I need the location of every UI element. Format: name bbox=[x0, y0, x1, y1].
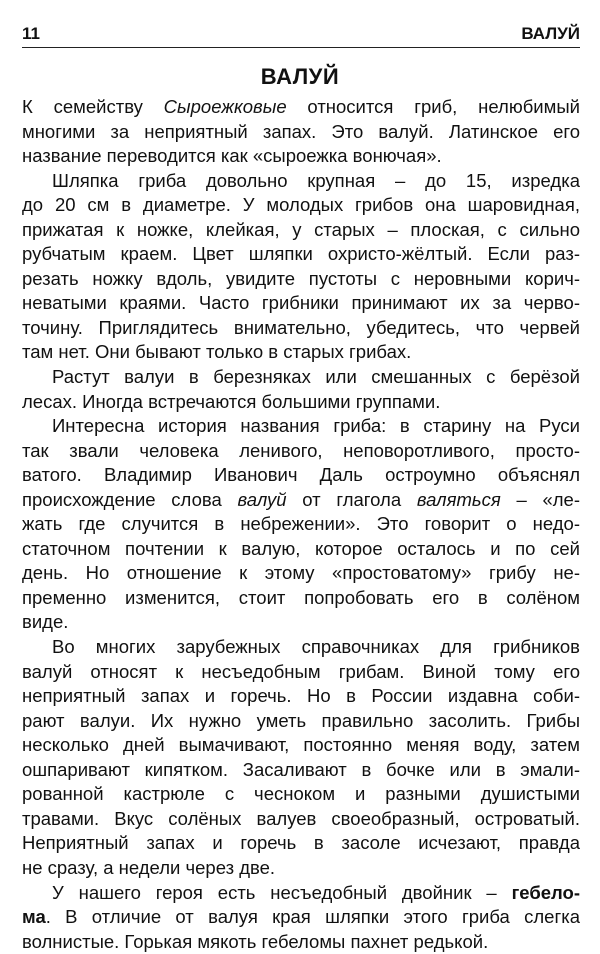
text-line bbox=[22, 488, 580, 513]
text-line bbox=[22, 267, 580, 292]
text-line bbox=[22, 831, 580, 856]
text-line bbox=[22, 316, 580, 341]
text-segment: Интересна история названия гриба: в старину на Руси bbox=[52, 415, 580, 436]
text-segment: относится гриб, нелюбимый bbox=[287, 96, 580, 117]
text-segment: валуй относят к несъедобным грибам. Виной тому его bbox=[22, 661, 580, 682]
text-line bbox=[22, 144, 580, 169]
text-line bbox=[22, 242, 580, 267]
text-segment: неватыми краями. Часто грибники принимают их за черво- bbox=[22, 292, 580, 313]
text-line bbox=[22, 537, 580, 562]
paragraph bbox=[22, 169, 580, 365]
text-line bbox=[22, 218, 580, 243]
text-line bbox=[22, 291, 580, 316]
paragraph bbox=[22, 414, 580, 635]
text-segment: ватого. Владимир Иванович Даль остроумно объяснял bbox=[22, 464, 580, 485]
text-segment: так звали человека ленивого, неповоротливого, просто- bbox=[22, 440, 580, 461]
text-segment: до 20 см в диаметре. У молодых грибов она шаровидная, bbox=[22, 194, 580, 215]
text-segment: жать где случится в небрежении». Это говорит о недо- bbox=[22, 513, 580, 534]
text-line bbox=[22, 930, 580, 954]
text-line bbox=[22, 340, 580, 365]
text-segment: – «ле- bbox=[501, 489, 580, 510]
text-line bbox=[22, 733, 580, 758]
text-line bbox=[22, 684, 580, 709]
text-segment: . В отличие от валуя края шляпки этого гриба слегка bbox=[46, 906, 580, 927]
text-segment: Растут валуи в березняках или смешанных с берёзой bbox=[52, 366, 580, 387]
text-line bbox=[22, 782, 580, 807]
text-segment: Неприятный запах и горечь в засоле исчезают, правда bbox=[22, 832, 580, 853]
text-segment: У нашего героя есть несъедобный двойник – bbox=[52, 882, 512, 903]
text-segment: рают валуи. Их нужно уметь правильно засолить. Грибы bbox=[22, 710, 580, 731]
text-segment: прижатая к ножке, клейкая, у старых – плоская, с сильно bbox=[22, 219, 580, 240]
paragraph bbox=[22, 881, 580, 954]
text-line bbox=[22, 856, 580, 881]
text-segment: многими за неприятный запах. Это валуй. Латинское его bbox=[22, 121, 580, 142]
text-segment: там нет. Они бывают только в старых грибах. bbox=[22, 341, 411, 362]
text-segment: точину. Приглядитесь внимательно, убедитесь, что червей bbox=[22, 317, 580, 338]
text-line bbox=[22, 512, 580, 537]
text-segment: К семейству bbox=[22, 96, 164, 117]
text-segment: волнистые. Горькая мякоть гебеломы пахнет редькой. bbox=[22, 931, 488, 952]
text-line bbox=[22, 120, 580, 145]
text-segment: резать ножку вдоль, увидите пустоты с неровными корич- bbox=[22, 268, 580, 289]
text-line bbox=[22, 758, 580, 783]
text-line bbox=[22, 414, 580, 439]
text-segment: несколько дней вымачивают, постоянно меняя воду, затем bbox=[22, 734, 580, 755]
text-line bbox=[22, 95, 580, 120]
text-line bbox=[22, 586, 580, 611]
article-title: ВАЛУЙ bbox=[0, 64, 600, 90]
text-segment: виде. bbox=[22, 611, 68, 632]
text-line bbox=[22, 660, 580, 685]
text-segment: лесах. Иногда встречаются большими группами. bbox=[22, 391, 440, 412]
text-segment: Во многих зарубежных справочниках для грибников bbox=[52, 636, 580, 657]
bold-text: ма bbox=[22, 906, 46, 927]
text-segment: рованной кастрюле с чесноком и разными душистыми bbox=[22, 783, 580, 804]
italic-text: валуй bbox=[237, 489, 286, 510]
text-segment: рубчатым краем. Цвет шляпки охристо-жёлтый. Если раз- bbox=[22, 243, 580, 264]
italic-text: Сыроежковые bbox=[164, 96, 287, 117]
text-segment: Шляпка гриба довольно крупная – до 15, изредка bbox=[52, 170, 580, 191]
text-segment: ошпаривают кипятком. Засаливают в бочке или в эмали- bbox=[22, 759, 580, 780]
page-number: 11 bbox=[22, 24, 40, 44]
paragraph bbox=[22, 365, 580, 414]
text-line bbox=[22, 635, 580, 660]
text-segment: происхождение слова bbox=[22, 489, 237, 510]
text-line bbox=[22, 390, 580, 415]
text-segment: название переводится как «сыроежка вонючая». bbox=[22, 145, 442, 166]
text-line bbox=[22, 561, 580, 586]
text-segment: не сразу, а недели через две. bbox=[22, 857, 275, 878]
text-line bbox=[22, 169, 580, 194]
article-body bbox=[22, 95, 580, 954]
text-segment: травами. Вкус солёных валуев своеобразный, островатый. bbox=[22, 808, 580, 829]
bold-text: гебело- bbox=[512, 882, 580, 903]
text-segment: статочном почтении к валую, которое осталось и по сей bbox=[22, 538, 580, 559]
text-line bbox=[22, 709, 580, 734]
paragraph bbox=[22, 635, 580, 880]
text-segment: от глагола bbox=[287, 489, 417, 510]
text-segment: неприятный запах и горечь. Но в России издавна соби- bbox=[22, 685, 580, 706]
text-line bbox=[22, 463, 580, 488]
paragraph bbox=[22, 95, 580, 169]
text-segment: пременно изменится, стоит попробовать его в солёном bbox=[22, 587, 580, 608]
running-header bbox=[22, 22, 580, 48]
running-title: ВАЛУЙ bbox=[521, 24, 580, 44]
text-line bbox=[22, 610, 580, 635]
text-line bbox=[22, 365, 580, 390]
text-line bbox=[22, 193, 580, 218]
text-segment: день. Но отношение к этому «простоватому» грибу не- bbox=[22, 562, 580, 583]
text-line bbox=[22, 439, 580, 464]
italic-text: валяться bbox=[417, 489, 501, 510]
text-line bbox=[22, 807, 580, 832]
text-line bbox=[22, 881, 580, 906]
